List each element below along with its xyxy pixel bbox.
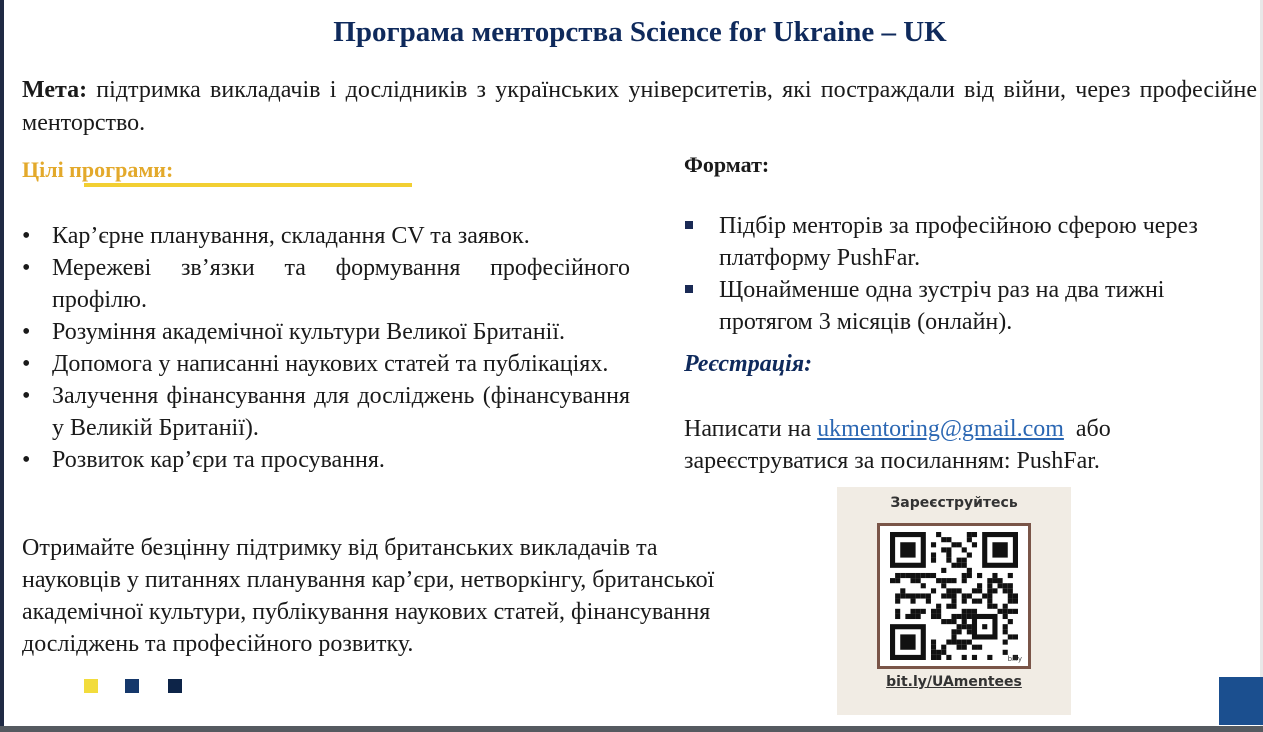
qr-module [967,593,972,598]
goals-list [22,220,630,476]
qr-module [962,619,967,624]
qr-module [957,640,962,645]
list-item: Щонайменше одна зустріч раз на два тижні протягом 3 місяців (онлайн). [684,274,1244,338]
qr-module [977,573,982,578]
qr-module [910,599,915,604]
decor-square-blue [125,679,139,693]
qr-module [946,593,951,598]
qr-module [926,573,931,578]
goal-label: Мета: [22,77,88,103]
qr-module [941,537,946,542]
qr-module [946,578,951,583]
qr-module [931,614,936,619]
qr-module [900,593,905,598]
qr-module [957,629,962,634]
square-bullet-icon [685,285,693,293]
qr-module [941,645,946,650]
list-item: • Розуміння академічної культури Великої Британії. [22,316,630,348]
qr-module [916,593,921,598]
qr-module [1003,588,1008,593]
qr-module [998,609,1003,614]
qr-module [941,593,946,598]
qr-module [972,542,977,547]
qr-module [905,614,910,619]
summary-paragraph: Отримайте безцінну підтримку від британських викладачів та науковців у питаннях планування кар’єри, нетворкінгу, британської академічної культури, публікування наукових статей, фінансування досліджень та професійного розвитку. [22,535,715,657]
qr-module [962,593,967,598]
registration-heading: Реєстрація: [684,351,813,377]
qr-module [951,563,956,568]
qr-module [936,604,941,609]
qr-module [936,614,941,619]
qr-module [931,558,936,563]
qr-module [951,593,956,598]
qr-module [972,588,977,593]
qr-module [957,588,962,593]
qr-module [1003,640,1008,645]
qr-module [962,655,967,660]
qr-module [1003,609,1008,614]
qr-module [1008,593,1013,598]
qr-module [987,578,992,583]
qr-module [967,629,972,634]
qr-module [957,563,962,568]
qr-module [1003,583,1008,588]
qr-module [962,609,967,614]
bullet-icon: • [22,447,31,473]
registration-text: Написати на ukmentoring@gmail.com або зареєструватися за посиланням: PushFar. [684,416,1117,474]
qr-module [987,604,992,609]
qr-module [916,578,921,583]
qr-module [921,593,926,598]
qr-module [1008,634,1013,639]
qr-module [967,624,972,629]
goal-text: підтримка викладачів і дослідників з українських університетів, які постраждали від війни, через професійне менторство. [22,77,1257,136]
qr-module [967,568,972,573]
qr-module [1008,573,1013,578]
qr-module [951,634,956,639]
qr-module [905,573,910,578]
qr-module [1013,634,1018,639]
qr-module [992,588,997,593]
qr-module [992,604,997,609]
list-item: • Розвиток кар’єри та просування. [22,444,630,476]
qr-module [972,609,977,614]
qr-module [941,650,946,655]
qr-module [967,537,972,542]
qr-module [962,547,967,552]
qr-module [946,655,951,660]
qr-module [895,609,900,614]
qr-module [926,593,931,598]
qr-module [900,573,905,578]
qr-module [951,614,956,619]
corner-accent-box [1219,677,1263,725]
qr-module [982,593,987,598]
qr-module [921,609,926,614]
qr-module [936,609,941,614]
qr-link[interactable]: bit.ly/UAmentees [886,674,1022,690]
qr-module [951,640,956,645]
qr-module [987,655,992,660]
qr-module [1013,609,1018,614]
qr-module [962,599,967,604]
qr-module [1008,599,1013,604]
qr-module [998,583,1003,588]
qr-module [977,645,982,650]
qr-module [962,563,967,568]
qr-module [962,558,967,563]
qr-module [941,619,946,624]
goal-paragraph [22,74,1257,140]
qr-module [921,583,926,588]
qr-module [1008,609,1013,614]
qr-module [957,542,962,547]
bottom-edge-bar [0,726,1263,732]
qr-module [1008,588,1013,593]
qr-module [931,650,936,655]
qr-module [931,609,936,614]
qr-module [910,614,915,619]
qr-brand: billy [1007,655,1022,663]
qr-module [977,599,982,604]
qr-module [931,552,936,557]
qr-module [951,578,956,583]
qr-module [967,614,972,619]
qr-module [936,578,941,583]
qr-module [931,573,936,578]
qr-module [998,578,1003,583]
qr-module [910,578,915,583]
qr-module [936,650,941,655]
qr-module [941,547,946,552]
qr-module [962,614,967,619]
qr-module [946,640,951,645]
qr-module [1003,614,1008,619]
qr-module [1013,593,1018,598]
bullet-icon: • [22,223,31,249]
left-edge-bar [0,0,4,732]
list-item: • Мережеві зв’язки та формування професійного профілю. [22,252,630,316]
qr-module [931,655,936,660]
qr-module [946,619,951,624]
qr-module [962,624,967,629]
bullet-icon: • [22,255,31,281]
list-item: • Залучення фінансування для досліджень (фінансування у Великій Британії). [22,380,630,444]
qr-module [921,573,926,578]
qr-module [910,573,915,578]
qr-module [931,640,936,645]
qr-module [987,599,992,604]
qr-module [951,629,956,634]
qr-module [895,614,900,619]
qr-module [951,588,956,593]
list-item: • Кар’єрне планування, складання CV та заявок. [22,220,630,252]
qr-module [946,604,951,609]
qr-module [916,609,921,614]
qr-module [895,573,900,578]
qr-card[interactable] [837,487,1071,715]
qr-module [916,614,921,619]
qr-module [967,609,972,614]
qr-module [951,604,956,609]
qr-module [977,588,982,593]
qr-module [962,573,967,578]
bullet-icon: • [22,383,31,409]
qr-module [946,552,951,557]
qr-module [905,593,910,598]
qr-module [895,593,900,598]
qr-module [957,558,962,563]
qr-module [936,532,941,537]
format-heading: Формат: [684,152,770,177]
qr-module [972,645,977,650]
qr-module [1003,629,1008,634]
qr-module [946,547,951,552]
qr-module [941,568,946,573]
qr-module [1013,599,1018,604]
qr-module [992,573,997,578]
qr-module [972,655,977,660]
goals-heading-underline [84,183,412,187]
qr-module [895,599,900,604]
email-link[interactable]: ukmentoring@gmail.com [817,416,1064,442]
qr-module [926,599,931,604]
qr-module [987,583,992,588]
qr-module [967,532,972,537]
qr-module [1003,604,1008,609]
qr-module [957,645,962,650]
qr-module [946,588,951,593]
qr-module [900,588,905,593]
qr-code-frame [877,523,1031,669]
qr-module [987,593,992,598]
qr-module [987,588,992,593]
qr-module [967,552,972,557]
qr-module [931,542,936,547]
qr-code-icon [890,532,1018,660]
square-bullet-icon [685,221,693,229]
qr-module [941,578,946,583]
bullet-icon: • [22,351,31,377]
qr-module [890,578,895,583]
qr-module [962,640,967,645]
qr-module [946,558,951,563]
bullet-icon: • [22,319,31,345]
qr-module [967,640,972,645]
qr-module [931,588,936,593]
qr-module [951,542,956,547]
qr-module [957,624,962,629]
qr-module [1008,583,1013,588]
list-item: Підбір менторів за професійною сферою через платформу PushFar. [684,210,1244,274]
qr-module [977,583,982,588]
decor-square-navy [168,679,182,693]
qr-module [967,573,972,578]
list-item: • Допомога у написанні наукових статей та публікаціях. [22,348,630,380]
qr-module [951,619,956,624]
qr-module [962,578,967,583]
qr-module [946,537,951,542]
format-list [684,210,1244,338]
qr-module [992,578,997,583]
qr-module [910,593,915,598]
qr-module [951,599,956,604]
qr-module [895,578,900,583]
qr-module [957,614,962,619]
qr-module [972,532,977,537]
qr-module [962,645,967,650]
qr-module [1008,619,1013,624]
qr-module [941,583,946,588]
qr-module [916,573,921,578]
qr-module [910,609,915,614]
qr-module [972,599,977,604]
goals-heading: Цілі програми: [22,157,174,182]
qr-module [931,645,936,650]
qr-module [1003,624,1008,629]
decor-square-yellow [84,679,98,693]
qr-module [936,655,941,660]
page-title: Програма менторства Science for Ukraine – UK [333,16,947,48]
qr-title: Зареєструйтесь [890,495,1018,511]
